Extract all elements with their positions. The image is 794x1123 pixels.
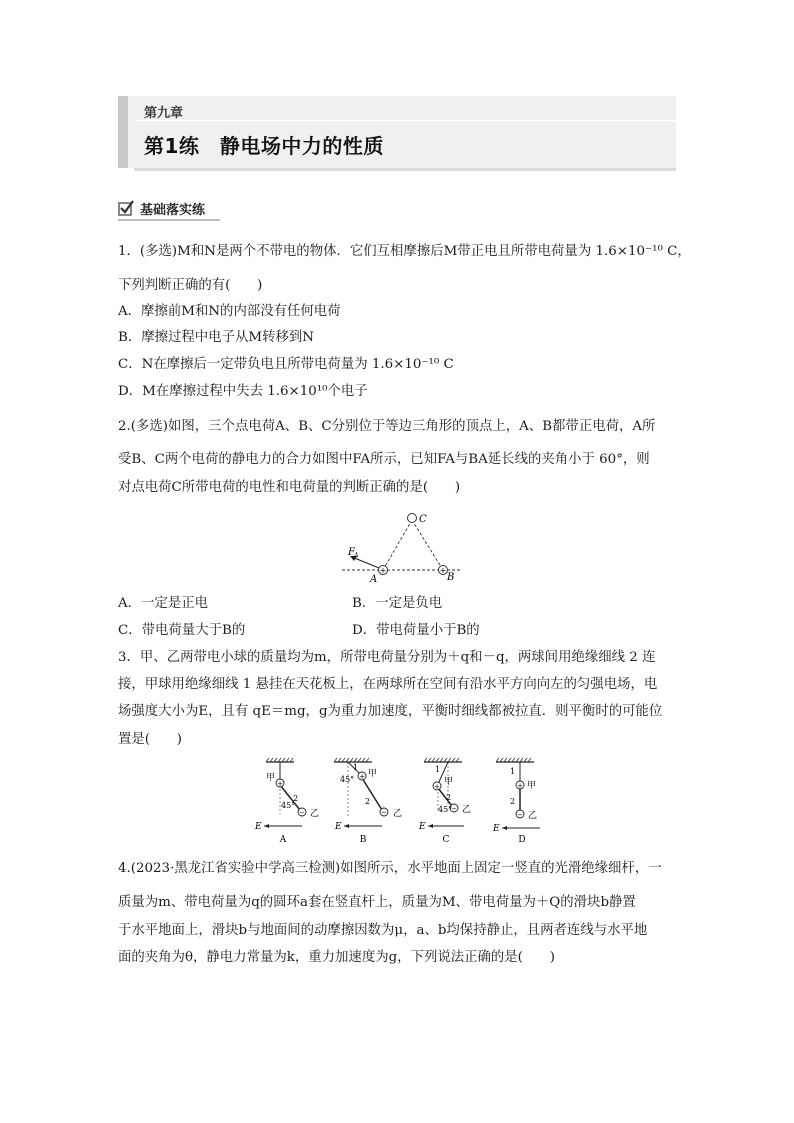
q3-figure-d [492,758,540,845]
q4-stem-line3: 于水平地面上，滑块b与地面间的动摩擦因数为μ，a、b均保持静止，且两者连线与水平地 [118,923,648,938]
q2-side-bc [412,520,443,570]
svg-text:+: + [277,780,283,788]
svg-text:−: − [381,809,387,817]
label-c: C [419,514,427,525]
q3-figure-b [334,758,402,845]
label-f: F [348,547,355,558]
svg-text:乙: 乙 [528,811,538,821]
label-a: A [370,574,378,585]
svg-text:45°: 45° [281,801,296,810]
page-title: 第1练 静电场中力的性质 [144,134,384,158]
label-f-sub: A [354,552,359,559]
q3-stem-line4: 置是( ) [118,732,183,747]
label-b: B [447,572,455,583]
svg-text:E: E [255,822,262,832]
svg-text:B: B [359,835,367,845]
svg-text:E: E [335,822,342,832]
svg-text:E: E [493,824,500,834]
q4-stem-line2: 质量为m、带电荷量为q的圆环a套在竖直杆上，质量为M、带电荷量为＋Q的滑块b静置 [118,895,636,910]
svg-text:45°: 45° [340,775,355,784]
q1-stem-line2: 下列判断正确的有( ) [118,278,263,293]
svg-text:1: 1 [435,765,441,774]
q3-stem-line1: 3．甲、乙两带电小球的质量均为m，所带电荷量分别为＋q和－q，两球间用绝缘细线 2 连 [118,650,656,665]
charge-b-sign: + [439,566,447,575]
svg-text:−: − [299,809,305,817]
svg-text:甲: 甲 [266,773,276,783]
svg-text:+: + [517,782,523,790]
q2-option-c: C．带电荷量大于B的 [118,623,246,638]
svg-text:1: 1 [353,763,359,772]
q1-stem-line1: 1．(多选)M和N是两个不带电的物体．它们互相摩擦后M带正电且所带电荷量为 1.6×10⁻¹⁰ C， [118,244,691,259]
q3-stem-line2: 接，甲球用绝缘细线 1 悬挂在天花板上，在两球所在空间有沿水平方向向左的匀强电场，电 [118,677,658,692]
q2-option-d: D．带电荷量小于B的 [352,623,480,638]
header-shadow [134,168,676,171]
q2-stem-line3: 对点电荷C所带电荷的电性和电荷量的判断正确的是( ) [118,480,461,495]
svg-text:45°: 45° [438,805,453,814]
svg-text:甲: 甲 [444,777,454,787]
section-label: 基础落实练 [140,202,206,218]
q2-option-b: B．一定是负电 [352,596,443,611]
q4-stem-line4: 面的夹角为θ，静电力常量为k，重力加速度为g，下列说法正确的是( ) [118,950,555,965]
checkbox-check-icon [118,200,134,216]
q2-stem-line1: 2.(多选)如图，三个点电荷A、B、C分别位于等边三角形的顶点上，A、B都带正电荷，A所 [118,419,656,434]
q4-stem-line1: 4.(2023·黑龙江省实验中学高三检测)如图所示，水平地面上固定一竖直的光滑绝缘细杆，一 [118,861,662,876]
svg-text:+: + [359,773,365,781]
q1-option-b: B．摩擦过程中电子从M转移到N [118,330,314,345]
q2-stem-line2: 受B、C两个电荷的静电力的合力如图中FA所示，已知FA与BA延长线的夹角小于 60°，则 [118,452,650,467]
charge-c [408,514,417,523]
q1-option-c: C．N在摩擦后一定带负电且所带电荷量为 1.6×10⁻¹⁰ C [118,357,454,372]
svg-text:乙: 乙 [462,805,472,815]
q3-pendulum-figures [252,756,552,848]
svg-text:E: E [419,822,426,832]
header-accent [118,96,128,168]
svg-text:+: + [434,783,440,791]
svg-text:C: C [442,835,450,845]
section-tag [118,197,205,219]
svg-text:甲: 甲 [527,781,537,791]
charge-a-sign: + [379,566,387,575]
svg-text:2: 2 [510,797,516,806]
svg-text:乙: 乙 [310,809,320,819]
q3-figure-a [254,758,319,845]
svg-text:D: D [518,835,526,845]
q2-side-ac [383,520,412,570]
svg-text:2: 2 [293,794,299,803]
svg-text:−: − [451,805,457,813]
q1-option-a: A．摩擦前M和N的内部没有任何电荷 [118,304,341,319]
q2-triangle-figure [336,508,466,586]
q3-stem-line3: 场强度大小为E，且有 qE＝mg，g为重力加速度，平衡时细线都被拉直．则平衡时的可能位 [118,704,663,719]
header-divider [134,120,676,121]
q3-figure-c [418,758,471,845]
section-underline [118,219,220,221]
q1-option-d: D．M在摩擦过程中失去 1.6×10¹⁰个电子 [118,384,368,399]
q2-option-a: A．一定是正电 [118,596,209,611]
svg-text:甲: 甲 [368,769,378,779]
svg-text:1: 1 [510,767,516,776]
svg-text:2: 2 [446,793,452,802]
svg-text:乙: 乙 [393,809,403,819]
svg-text:−: − [517,811,523,819]
svg-text:2: 2 [365,797,371,806]
chapter-label: 第九章 [144,106,184,121]
svg-text:A: A [279,835,287,845]
